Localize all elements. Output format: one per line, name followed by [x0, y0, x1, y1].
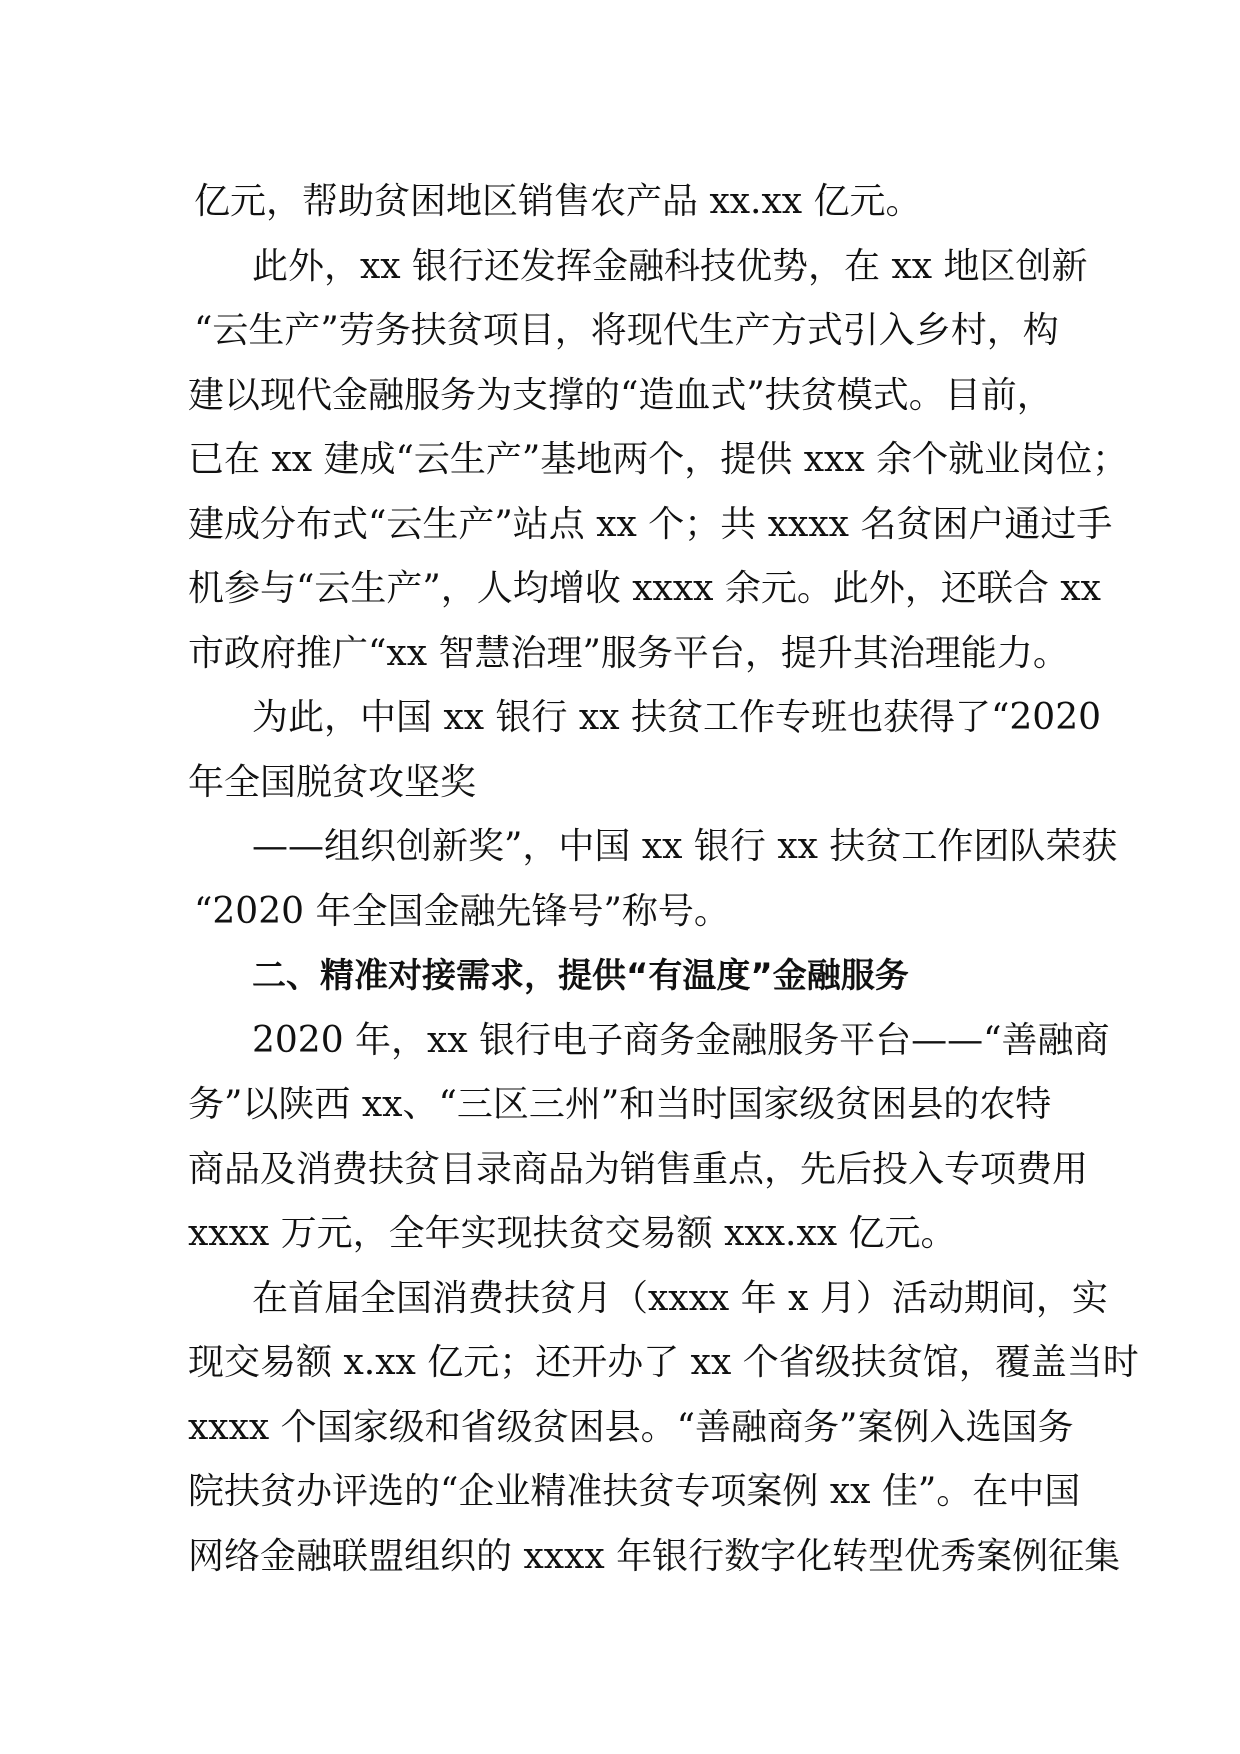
text-line: 此外，xx 银行还发挥金融科技优势，在 xx 地区创新: [252, 245, 1088, 287]
text-line: 建成分布式“云生产”站点 xx 个；共 xxxx 名贫困户通过手: [188, 503, 1113, 545]
text-line: 院扶贫办评选的“企业精准扶贫专项案例 xx 佳”。在中国: [188, 1471, 1081, 1512]
text-line: xxxx 个国家级和省级贫困县。“善融商务”案例入选国务: [188, 1406, 1074, 1448]
text-line: 为此，中国 xx 银行 xx 扶贫工作专班也获得了“2020: [252, 697, 1102, 738]
text-line: 已在 xx 建成“云生产”基地两个，提供 xxx 余个就业岗位；: [188, 439, 1129, 480]
text-line: “2020 年全国金融先锋号”称号。: [194, 890, 730, 932]
text-line: 务”以陕西 xx、“三区三州”和当时国家级贫困县的农特: [188, 1084, 1052, 1125]
text-line: “云生产”劳务扶贫项目，将现代生产方式引入乡村，构: [194, 310, 1059, 351]
text-line: xxxx 万元，全年实现扶贫交易额 xxx.xx 亿元。: [188, 1213, 957, 1254]
section-heading: 二、精准对接需求，提供“有温度”金融服务: [252, 956, 909, 996]
body-text: [188, 170, 1139, 1589]
text-line: 亿元，帮助贫困地区销售农产品 xx.xx 亿元。: [194, 181, 922, 222]
text-line: 年全国脱贫攻坚奖: [188, 761, 477, 803]
text-line: 建以现代金融服务为支撑的“造血式”扶贫模式。目前，: [188, 374, 1053, 416]
text-line: 现交易额 x.xx 亿元；还开办了 xx 个省级扶贫馆，覆盖当时: [188, 1342, 1139, 1383]
text-line: 网络金融联盟组织的 xxxx 年银行数字化转型优秀案例征集: [188, 1535, 1121, 1577]
text-line: 机参与“云生产”，人均增收 xxxx 余元。此外，还联合 xx: [188, 568, 1101, 609]
text-line: 市政府推广“xx 智慧治理”服务平台，提升其治理能力。: [188, 632, 1069, 674]
text-line: ——组织创新奖”，中国 xx 银行 xx 扶贫工作团队荣获: [252, 826, 1118, 867]
text-line: 2020 年，xx 银行电子商务金融服务平台——“善融商: [252, 1019, 1110, 1061]
text-line: 商品及消费扶贫目录商品为销售重点，先后投入专项费用: [188, 1148, 1089, 1190]
text-line: 在首届全国消费扶贫月（xxxx 年 x 月）活动期间，实: [252, 1277, 1108, 1319]
